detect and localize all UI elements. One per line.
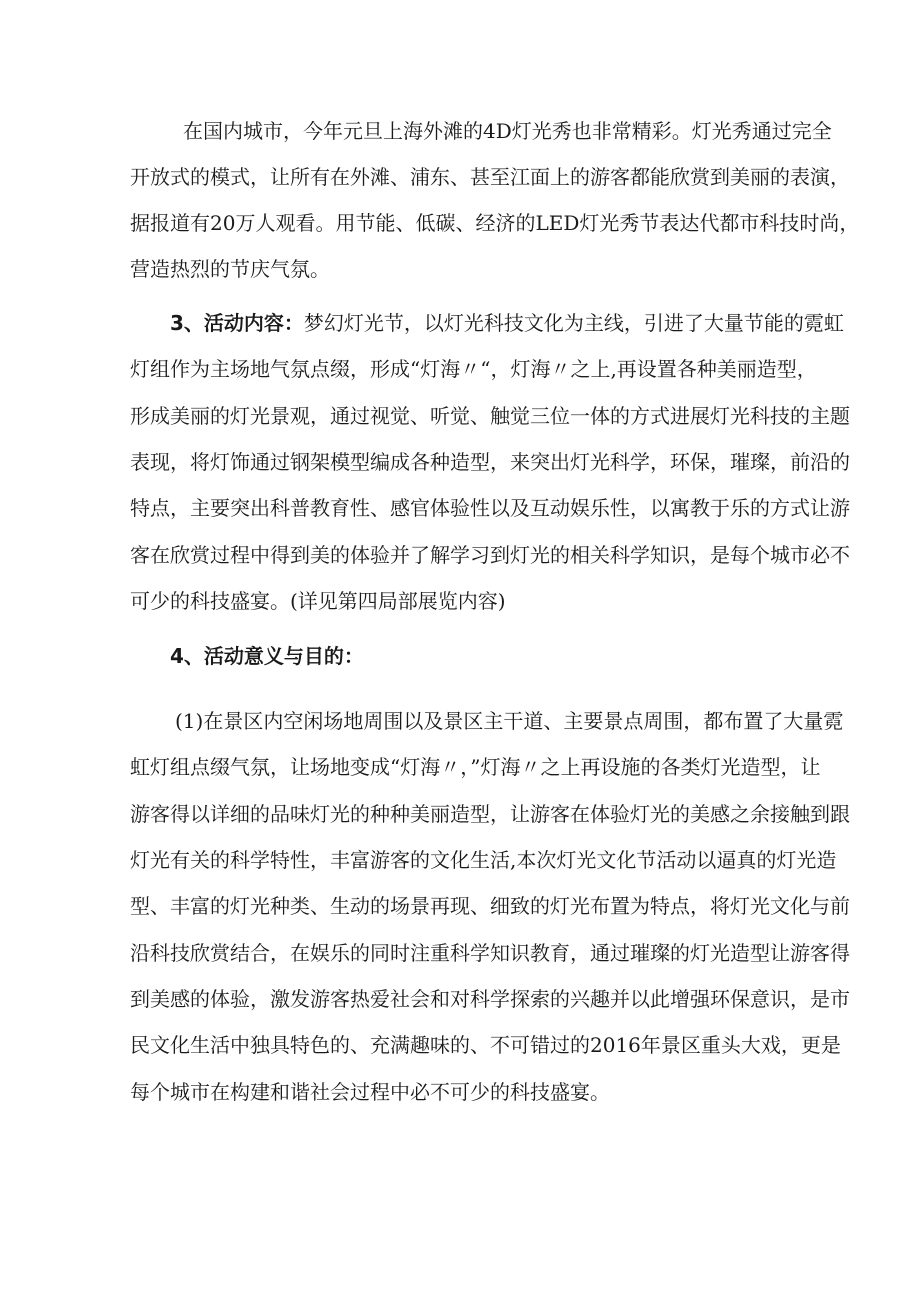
- section-3-line-1: 梦幻灯光节，以灯光科技文化为主线，引进了大量节能的霓虹: [303, 311, 844, 335]
- paragraph-1-line-3: 据报道有20万人观看。用节能、低碳、经济的LED灯光秀节表达代都市科技时尚，: [130, 211, 860, 235]
- section-4-line-2: 虹灯组点缀气氛，让场地变成“灯海〃，”灯海〃之上再设施的各类灯光造型，让: [130, 755, 821, 779]
- section-4-heading: 4、活动意义与目的：: [170, 644, 364, 668]
- section-4-line-8: 民文化生活中独具特色的、充满趣味的、不可错过的2016年景区重头大戏，更是: [130, 1033, 841, 1057]
- paragraph-1-line-2: 开放式的模式，让所有在外滩、浦东、甚至江面上的游客都能欣赏到美丽的表演，: [130, 165, 850, 189]
- section-3-line-5: 特点，主要突出科普教育性、感官体验性以及互动娱乐性，以寓教于乐的方式让游: [130, 496, 850, 520]
- section-4-line-1: (1)在景区内空闲场地周围以及景区主干道、主要景点周围，都布置了大量霓: [175, 709, 844, 733]
- section-3-heading: 3、活动内容：: [170, 311, 304, 335]
- section-3-line-7: 可少的科技盛宴。(详见第四局部展览内容): [130, 589, 506, 613]
- paragraph-1-line-4: 营造热烈的节庆气氛。: [130, 257, 330, 281]
- paragraph-1-line-1: 在国内城市，今年元旦上海外滩的4D灯光秀也非常精彩。灯光秀通过完全: [183, 119, 832, 143]
- section-3-line-3: 形成美丽的灯光景观，通过视觉、听觉、触觉三位一体的方式进展灯光科技的主题: [130, 404, 850, 428]
- section-4-line-6: 沿科技欣赏结合，在娱乐的同时注重科学知识教育，通过璀璨的灯光造型让游客得: [130, 941, 850, 965]
- section-4-line-7: 到美感的体验，激发游客热爱社会和对科学探索的兴趣并以此增强环保意识，是市: [130, 987, 850, 1011]
- section-4-line-9: 每个城市在构建和谐社会过程中必不可少的科技盛宴。: [130, 1080, 610, 1104]
- section-4-line-4: 灯光有关的科学特性，丰富游客的文化生活,本次灯光文化节活动以逼真的灯光造: [130, 848, 837, 872]
- section-4-line-3: 游客得以详细的品味灯光的种种美丽造型，让游客在体验灯光的美感之余接触到跟: [130, 802, 850, 826]
- section-4-line-5: 型、丰富的灯光种类、生动的场景再现、细致的灯光布置为特点，将灯光文化与前: [130, 894, 850, 918]
- section-3-first-line: [170, 309, 844, 337]
- section-3-line-4: 表现，将灯饰通过钢架模型编成各种造型，来突出灯光科学，环保，璀璨，前沿的: [130, 450, 850, 474]
- section-3-line-2: 灯组作为主场地气氛点缀，形成“灯海〃“，灯海〃之上,再设置各种美丽造型，: [130, 357, 817, 381]
- section-3-line-6: 客在欣赏过程中得到美的体验并了解学习到灯光的相关科学知识，是每个城市必不: [130, 543, 850, 567]
